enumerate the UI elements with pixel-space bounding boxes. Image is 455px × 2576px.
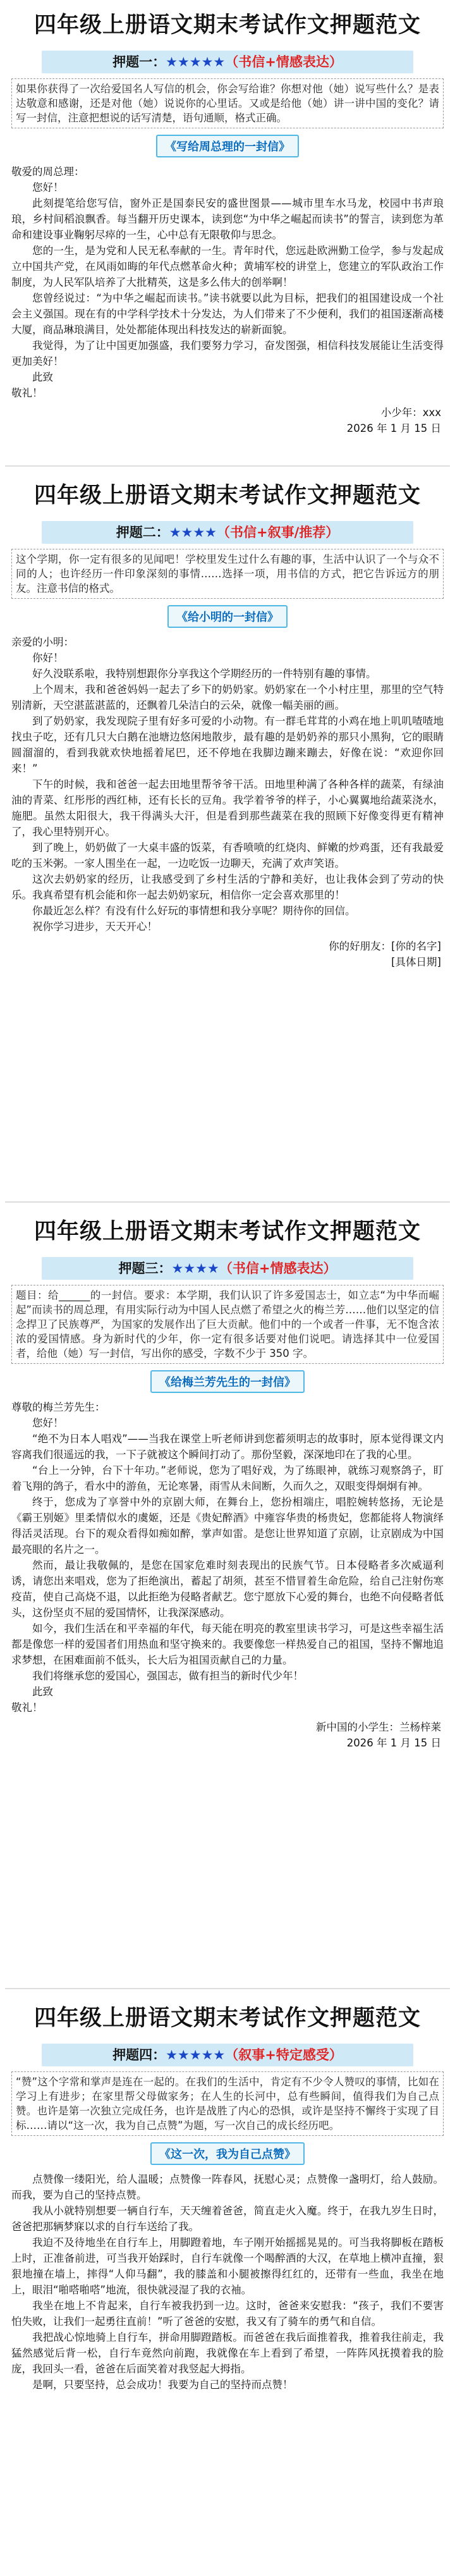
paragraph: “台上一分钟，台下十年功。”老师说，您为了唱好戏，为了练眼神，就练习观察鸽子，盯着飞翔的鸽子，看水中的游鱼，无论寒暑，雨雪从未间断，久而久之，双眼变得炯炯有神。 bbox=[11, 1464, 444, 1492]
paragraph: 点赞像一缕阳光，给人温暖；点赞像一阵春风，抚慰心灵；点赞像一盏明灯，给人鼓励。而我，要为自己的坚持点赞。 bbox=[11, 2173, 444, 2201]
paragraph: 此刻提笔给您写信，窗外正是国泰民安的盛世图景——城市里车水马龙，校园中书声琅琅，乡村间稻浪飘香。每当翻开历史课本，读到您“为中华之崛起而读书”的誓言，读到您为革命和建设事业鞠躬尽瘁的一生，心中总有无限敬仰与思念。 bbox=[11, 197, 444, 241]
closing: 敬礼！ bbox=[11, 387, 43, 399]
section-title: 四年级上册语文期末考试作文押题范文 bbox=[33, 1219, 421, 1244]
section-title: 四年级上册语文期末考试作文押题范文 bbox=[33, 483, 421, 508]
essay-section-1 bbox=[5, 0, 450, 462]
banner-label: 押题四： bbox=[112, 2047, 166, 2063]
prompt-requirement: 如果你获得了一次给爱国名人写信的机会，你会写给谁？你想对他（她）说写些什么？是表达敬意和感谢，还是对他（她）说说你的心里话。又或是给他（她）讲一讲中国的变化？请写一封信，注意把想说的话写清楚，语句通顺，格式正确。 bbox=[11, 78, 444, 128]
paragraph: 我觉得，为了让中国更加强盛，我们要努力学习，奋发图强，相信科技发展能让生活变得更加美好！ bbox=[11, 340, 444, 367]
salutation: 尊敬的梅兰芳先生： bbox=[11, 1401, 106, 1413]
signature-name: 新中国的小学生：兰杨梓莱 bbox=[316, 1721, 441, 1733]
essay-topic: 《给小明的一封信》 bbox=[167, 605, 288, 628]
paragraph: 您的一生，是为党和人民无私奉献的一生。青年时代，您远赴欧洲勤工俭学，参与发起成立中国共产党，在风雨如晦的年代点燃革命火种；黄埔军校的讲堂上，您建立的军队政治工作制度，为人民军队培养了大批精英，这是多么伟大的创举啊！ bbox=[11, 245, 444, 288]
section-divider bbox=[5, 465, 450, 467]
prompt-requirement: 这个学期，你一定有很多的见闻吧！学校里发生过什么有趣的事，生活中认识了一个与众不同的人；也许经历一件印象深刻的事情……选择一项，用书信的方式，把它告诉远方的朋友。注意书信的格式。 bbox=[11, 549, 444, 599]
star-rating: ★★★★ bbox=[171, 1261, 219, 1276]
essay-body bbox=[11, 164, 444, 401]
section-title: 四年级上册语文期末考试作文押题范文 bbox=[33, 13, 421, 38]
essay-body bbox=[11, 634, 444, 935]
paragraph: 我迫不及待地坐在自行车上，用脚蹬着地，车子刚开始摇摇晃晃的。可当我将脚板在踏板上时，正准备前进，可当我开始踩时，自行车就像一个喝醉酒的大汉，在草地上横冲直撞，狠狠地撞在墙上，摔得“人仰马翻”，我的膝盖和小腿被擦得红红的，还带有一些血，我坐在地上，眼泪“啪嗒啪嗒”地流，很快就浸湿了我的衣袖。 bbox=[11, 2236, 444, 2296]
signature bbox=[11, 938, 441, 970]
section-divider bbox=[5, 1988, 450, 1989]
banner-label: 押题一： bbox=[112, 54, 166, 70]
star-rating: ★★★★★ bbox=[166, 54, 226, 70]
paragraph: 我把战心惊地骑上自行车，拼命用脚蹬踏板。而爸爸在我后面推着我，推着我往前走，我猛然感觉后背一松，自行车竟然向前跑，我就像在车上看到了希望，一阵阵风抚摸着我的脸庞，我回头一看，爸爸在后面笑着对我竖起大拇指。 bbox=[11, 2331, 444, 2375]
salutation: 亲爱的小明： bbox=[11, 636, 74, 648]
signature bbox=[11, 1719, 441, 1751]
topic-banner bbox=[42, 51, 413, 73]
essay-topic: 《写给周总理的一封信》 bbox=[156, 135, 299, 157]
topic-banner bbox=[42, 2044, 413, 2066]
paragraph: 我从小就特别想要一辆自行车，天天缠着爸爸，简直走火入魔。终于，在我九岁生日时，爸爸把那辆梦寐以求的自行车送给了我。 bbox=[11, 2205, 444, 2233]
signature-name: 小少年：xxx bbox=[380, 407, 441, 419]
paragraph: 您好！ bbox=[32, 181, 64, 193]
paragraph: 您好！ bbox=[32, 1417, 64, 1429]
section-divider bbox=[5, 1201, 450, 1203]
paragraph: 我们将继承您的爱国心，强国志，做有担当的新时代少年！ bbox=[32, 1670, 303, 1682]
paragraph: 此致 bbox=[32, 371, 53, 383]
essay-topic: 《给梅兰芳先生的一封信》 bbox=[150, 1370, 305, 1393]
paragraph: “绝不为日本人唱戏”——当我在课堂上听老师讲到您蓄须明志的故事时，原本觉得课文内容离我们很遥远的我，一下子就被这个瞬间打动了。那份坚毅，深深地印在了我的心里。 bbox=[11, 1433, 444, 1461]
topic-banner bbox=[42, 521, 413, 544]
banner-tag: （书信+叙事/推荐） bbox=[217, 525, 339, 540]
banner-label: 押题三： bbox=[118, 1261, 172, 1276]
section-title: 四年级上册语文期末考试作文押题范文 bbox=[33, 2006, 421, 2031]
paragraph: 我坐在地上不肯起来，自行车被我扔到一边。这时，爸爸来安慰我：“孩子，我们不要害怕失败，让我们一起勇往直前！”听了爸爸的安慰，我又有了骑车的勇气和自信。 bbox=[11, 2300, 444, 2328]
signature-date: 2026 年 1 月 15 日 bbox=[346, 422, 441, 434]
essay-body bbox=[11, 1399, 444, 1715]
paragraph: 您曾经说过：“为中华之崛起而读书。”读书就要以此为目标，把我们的祖国建设成一个社会主义强国。现在有的中学科学技术十分发达，为人们带来了不少便利，我们的祖国逐渐高楼大厦，商品琳琅满目，处处都能体现出科技发达的崭新面貌。 bbox=[11, 292, 444, 336]
paragraph: 终于，您成为了享誉中外的京剧大师，在舞台上，您扮相端庄，唱腔婉转悠扬，无论是《霸王别姬》里柔情似水的虞姬，还是《贵妃醉酒》中雍容华贵的杨贵妃，您都能将人物演绎得活灵活现。台下的观众看得如痴如醉，掌声如雷。是您让世界知道了京剧，让京剧成为中国最亮眼的名片之一。 bbox=[11, 1496, 444, 1555]
paragraph: 是啊，只要坚持，总会成功！我要为自己的坚持而点赞！ bbox=[32, 2379, 293, 2391]
signature-date: 2026 年 1 月 15 日 bbox=[346, 1737, 441, 1749]
essay-section-4 bbox=[5, 1993, 450, 2575]
signature bbox=[11, 405, 441, 436]
closing: 敬礼！ bbox=[11, 1702, 43, 1714]
paragraph: 如今，我们生活在和平幸福的年代，每天能在明亮的教室里读书学习，可是这些幸福生活都是像您一样的爱国者们用热血和坚守换来的。我要像您一样热爱自己的祖国，坚持不懈地追求梦想，在困难面前不低头，长大后为祖国贡献自己的力量。 bbox=[11, 1622, 444, 1666]
paragraph: 下午的时候，我和爸爸一起去田地里帮爷爷干活。田地里种满了各种各样的蔬菜，有绿油油的青菜、红彤彤的西红柿，还有长长的豆角。我学着爷爷的样子，小心翼翼地给蔬菜浇水，施肥。虽然太阳很大，我干得满头大汗，但是看到那些蔬菜在我的照顾下好像变得更有精神了，我心里特别开心。 bbox=[11, 778, 444, 838]
prompt-requirement: “赞”这个字常和掌声是连在一起的。在我们的生活中，肯定有不少令人赞叹的事情，比如在学习上有进步；在家里帮父母做家务；在人生的长河中，总有些瞬间，值得我们为自己点赞。也许是第一次独立完成任务，也许是战胜了内心的恐惧，或许是坚持不懈终于实现了目标……请以“这一次，我为自己点赞”为题，写一次自己的成长经历吧。 bbox=[11, 2071, 444, 2136]
star-rating: ★★★★★ bbox=[166, 2047, 226, 2063]
topic-banner bbox=[42, 1257, 413, 1280]
paragraph: 好久没联系啦，我特别想跟你分享我这个学期经历的一件特别有趣的事情。 bbox=[32, 668, 377, 680]
paragraph: 你好！ bbox=[32, 652, 64, 664]
paragraph: 这次去奶奶家的经历，让我感受到了乡村生活的宁静和美好，也让我体会到了劳动的快乐。我真希望有机会能和你一起去奶奶家玩，相信你一定会喜欢那里的！ bbox=[11, 873, 444, 901]
paragraph: 上个周末，我和爸爸妈妈一起去了乡下的奶奶家。奶奶家在一个小村庄里，那里的空气特别清新，天空湛蓝湛蓝的，还飘着几朵洁白的云朵，就像一幅美丽的画。 bbox=[11, 684, 444, 711]
paragraph: 到了奶奶家，我发现院子里有好多可爱的小动物。有一群毛茸茸的小鸡在地上叽叽喳喳地找虫子吃，还有几只大白鹅在池塘边悠闲地散步，最有趣的是奶奶养的那只小黑狗，它的眼睛圆溜溜的，看到我就欢快地摇着尾巴，还不停地在我脚边蹦来蹦去，好像在说：“欢迎你回来！” bbox=[11, 715, 444, 775]
banner-tag: （书信+情感表达） bbox=[219, 1261, 337, 1276]
banner-label: 押题二： bbox=[116, 525, 169, 540]
signature-date: [具体日期] bbox=[391, 956, 441, 968]
paragraph: 祝你学习进步，天天开心！ bbox=[32, 921, 157, 933]
signature-name: 你的好朋友：[你的名字] bbox=[329, 940, 441, 952]
star-rating: ★★★★ bbox=[169, 525, 217, 540]
essay-section-3 bbox=[5, 1206, 450, 1984]
paragraph: 然而，最让我敬佩的，是您在国家危难时刻表现出的民族气节。日本侵略者多次威逼利诱，请您出来唱戏，您为了拒绝演出，蓄起了胡须，甚至不惜冒着生命危险，给自己注射伤寒疫苗，使自己高烧不退，以此拒绝为侵略者献艺。您宁愿放下心爱的舞台，也绝不向侵略者低头，这份坚贞不屈的爱国情怀，让我深深感动。 bbox=[11, 1559, 444, 1619]
essay-section-2 bbox=[5, 470, 450, 1198]
paragraph: 此致 bbox=[32, 1686, 53, 1698]
prompt-requirement: 题目：给______的一封信。要求：本学期，我们认识了许多爱国志士，如立志“为中华而崛起”而读书的周总理，有用实际行动为中国人民点燃了希望之火的梅兰芳……他们以坚定的信念捍卫了民族尊严，为国家的发展作出了巨大贡献。他们中的一个或者一件事，无不饱含浓浓的爱国情感。身为新时代的少年，你一定有很多话要对他们说吧。请选择其中一位爱国者，给他（她）写一封信，写出你的感受，字数不少于 350 字。 bbox=[11, 1285, 444, 1364]
banner-tag: （叙事+特定感受） bbox=[225, 2047, 343, 2063]
essay-topic: 《这一次，我为自己点赞》 bbox=[150, 2142, 305, 2165]
essay-body bbox=[11, 2171, 444, 2393]
paragraph: 到了晚上，奶奶做了一大桌丰盛的饭菜，有香喷喷的红烧肉、鲜嫩的炒鸡蛋，还有我最爱吃的玉米粥。一家人围坐在一起，一边吃饭一边聊天，充满了欢声笑语。 bbox=[11, 842, 444, 869]
banner-tag: （书信+情感表达） bbox=[225, 54, 343, 70]
paragraph: 你最近怎么样？有没有什么好玩的事情想和我分享呢？期待你的回信。 bbox=[32, 905, 356, 917]
salutation: 敬爱的周总理： bbox=[11, 166, 85, 178]
